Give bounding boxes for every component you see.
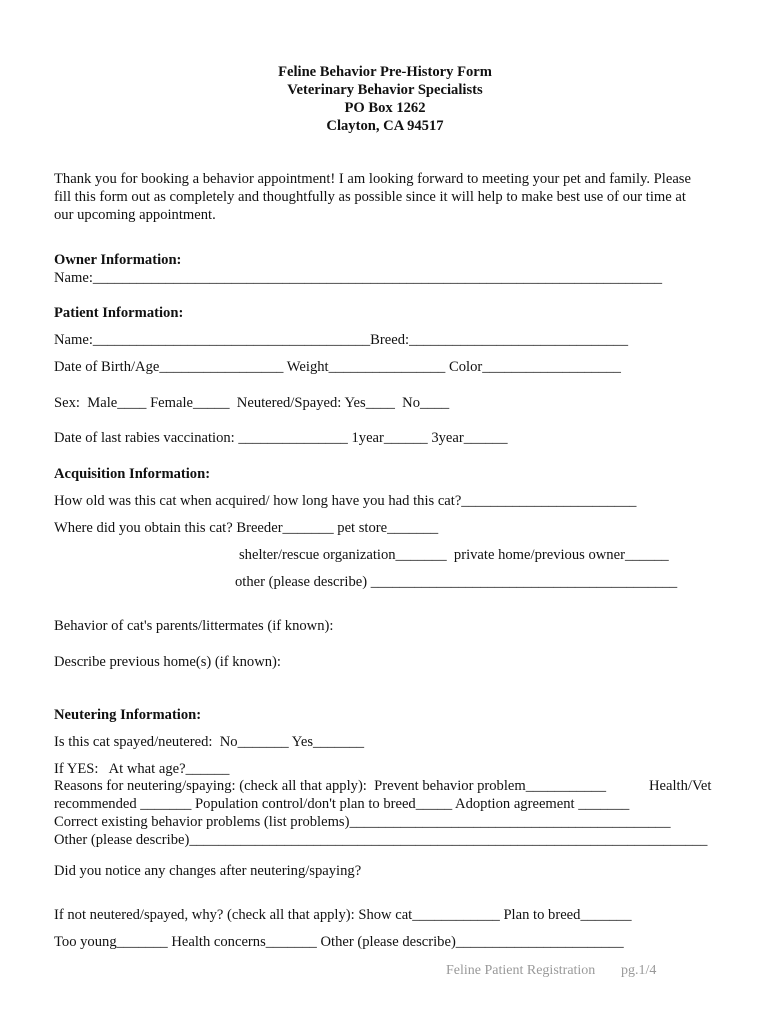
- previous-home-question: Describe previous home(s) (if known):: [54, 654, 281, 670]
- rabies-vaccination-field[interactable]: Date of last rabies vaccination: _______________ 1year______ 3year______: [54, 430, 508, 446]
- patient-name-breed-field[interactable]: Name:______________________________________Breed:______________________________: [54, 332, 628, 348]
- acquisition-other-field[interactable]: other (please describe) __________________________________________: [235, 574, 678, 590]
- acquisition-heading: Acquisition Information:: [54, 466, 211, 482]
- neuter-reasons-field[interactable]: Reasons for neutering/spaying: (check all that apply): Prevent behavior problem___________: [54, 778, 606, 794]
- intro-line: fill this form out as completely and thoughtfully as possible since it will help to make best use of our time at: [54, 189, 686, 205]
- spayed-neutered-field[interactable]: Is this cat spayed/neutered: No_______ Yes_______: [54, 734, 365, 750]
- intro-line: our upcoming appointment.: [54, 207, 216, 223]
- acquired-age-field[interactable]: How old was this cat when acquired/ how long have you had this cat?________________________: [54, 493, 637, 509]
- footer-label: Feline Patient Registration: [446, 963, 596, 978]
- po-box: PO Box 1262: [344, 100, 426, 116]
- city-line: Clayton, CA 94517: [326, 118, 444, 134]
- footer-page-number: pg.1/4: [621, 963, 657, 978]
- not-neutered-reasons-field[interactable]: If not neutered/spayed, why? (check all that apply): Show cat____________ Plan to breed_______: [54, 907, 632, 923]
- not-neutered-other-field[interactable]: Too young_______ Health concerns_______ Other (please describe)_______________________: [54, 934, 624, 950]
- health-vet-option: Health/Vet: [649, 778, 712, 794]
- acquisition-shelter-field[interactable]: shelter/rescue organization_______ private home/previous owner______: [239, 547, 669, 563]
- owner-name-field[interactable]: Name:______________________________________________________________________________: [54, 270, 663, 286]
- acquisition-source-field[interactable]: Where did you obtain this cat? Breeder_______ pet store_______: [54, 520, 439, 536]
- neuter-age-field[interactable]: If YES: At what age?______: [54, 761, 230, 777]
- form-title: Feline Behavior Pre-History Form: [278, 64, 492, 80]
- neuter-changes-question: Did you notice any changes after neutering/spaying?: [54, 863, 362, 879]
- patient-dob-weight-color-field[interactable]: Date of Birth/Age_________________ Weight________________ Color___________________: [54, 359, 621, 375]
- parents-behavior-question: Behavior of cat's parents/littermates (if known):: [54, 618, 334, 634]
- patient-heading: Patient Information:: [54, 305, 184, 321]
- correct-problems-field[interactable]: Correct existing behavior problems (list problems)____________________________________________: [54, 814, 671, 830]
- intro-line: Thank you for booking a behavior appointment! I am looking forward to meeting your pet and family. Please: [54, 171, 691, 187]
- patient-sex-field[interactable]: Sex: Male____ Female_____ Neutered/Spayed: Yes____ No____: [54, 395, 450, 411]
- owner-heading: Owner Information:: [54, 252, 182, 268]
- neutering-heading: Neutering Information:: [54, 707, 202, 723]
- org-name: Veterinary Behavior Specialists: [287, 82, 483, 98]
- neuter-recommended-field[interactable]: recommended _______ Population control/don't plan to breed_____ Adoption agreement _______: [54, 796, 630, 812]
- neuter-other-field[interactable]: Other (please describe)_______________________________________________________________________: [54, 832, 708, 848]
